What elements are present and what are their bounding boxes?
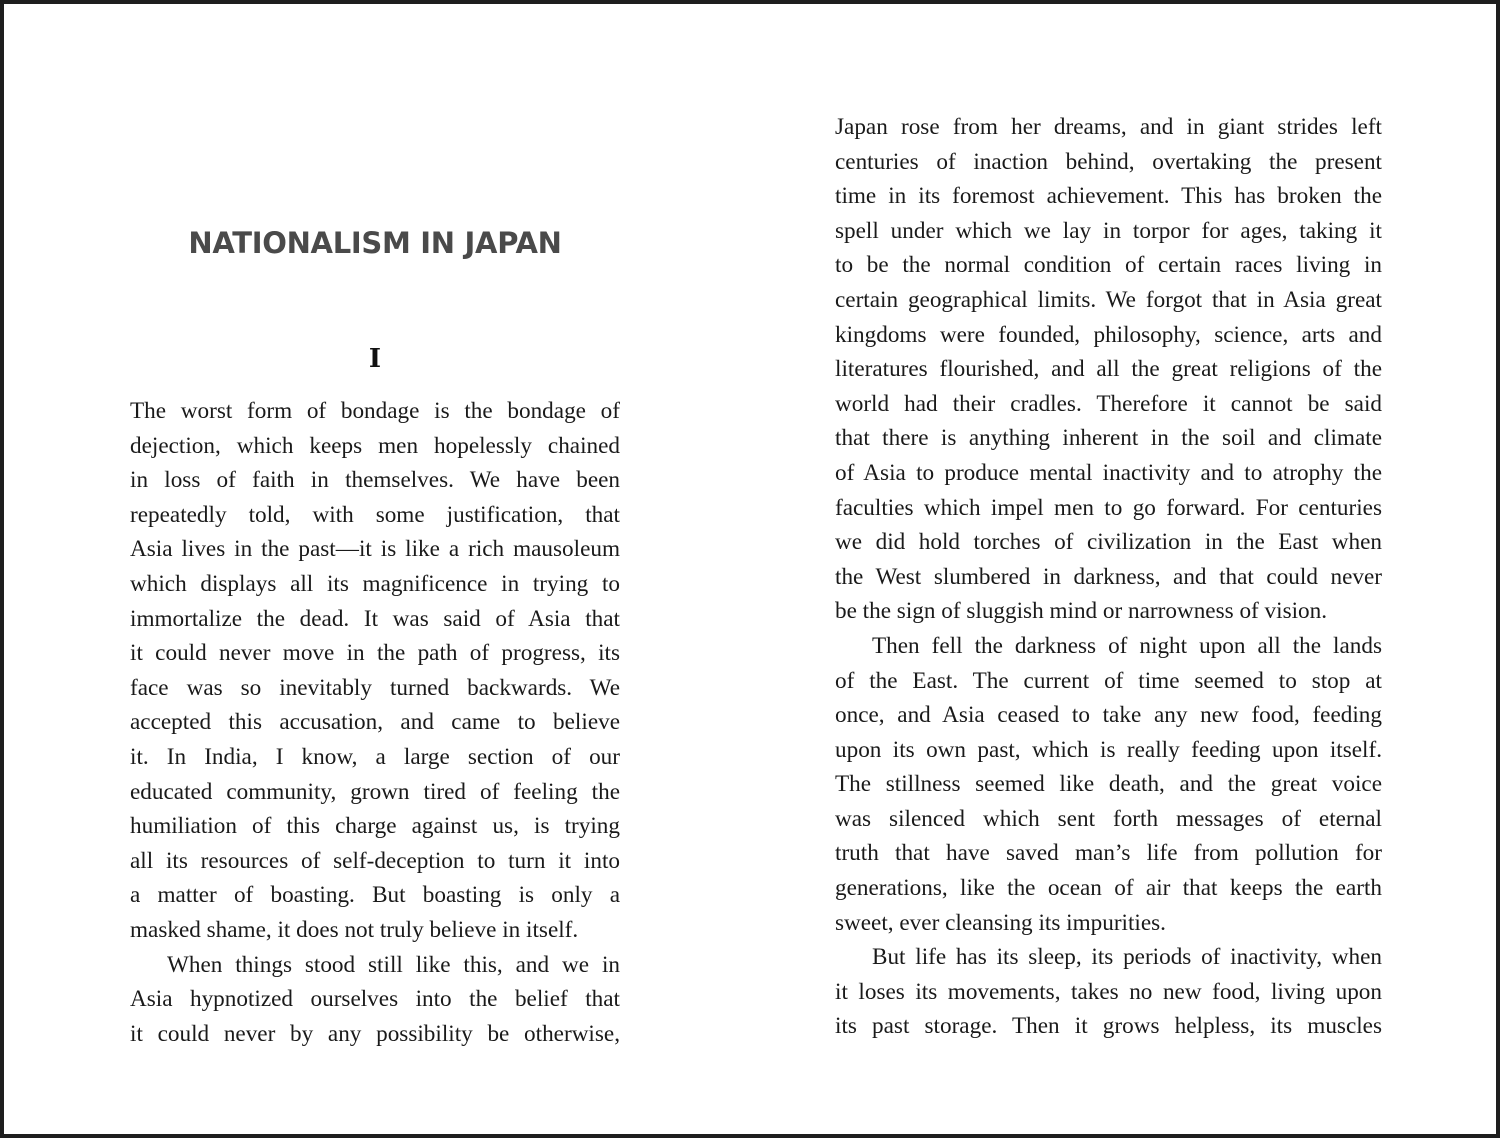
text-line: to be the normal condition of certain races living in: [835, 252, 1382, 279]
text-line: it could never move in the path of progress, its: [130, 640, 620, 667]
text-line: But life has its sleep, its periods of inactivity, when: [872, 944, 1382, 971]
text-line: Japan rose from her dreams, and in giant strides left: [835, 114, 1382, 140]
text-line: we did hold torches of civilization in the East when: [835, 529, 1382, 556]
text-line: be the sign of sluggish mind or narrowness of vision.: [835, 598, 1328, 625]
text-line: its past storage. Then it grows helpless, its muscles: [835, 1013, 1382, 1040]
text-line: Asia lives in the past—it is like a rich mausoleum: [130, 536, 620, 563]
text-line: When things stood still like this, and we in: [167, 951, 620, 978]
text-line: accepted this accusation, and came to believe: [130, 709, 620, 736]
text-line: faculties which impel men to go forward. For centuries: [835, 494, 1382, 521]
text-line: generations, like the ocean of air that keeps the earth: [835, 875, 1382, 902]
text-line: world had their cradles. Therefore it cannot be said: [835, 390, 1382, 417]
section-numeral: I: [368, 344, 382, 374]
text-line: masked shame, it does not truly believe in itself.: [130, 916, 579, 943]
text-line: of the East. The current of time seemed to stop at: [835, 667, 1382, 694]
text-line: humiliation of this charge against us, is trying: [130, 813, 620, 840]
right-page-body: [835, 110, 1382, 1044]
text-line: that there is anything inherent in the soil and climate: [835, 425, 1382, 452]
text-line: immortalize the dead. It was said of Asia that: [130, 605, 620, 632]
text-line: literatures flourished, and all the great religions of the: [835, 356, 1382, 383]
text-line: a matter of boasting. But boasting is only a: [130, 882, 620, 909]
text-line: centuries of inaction behind, overtaking the present: [835, 148, 1382, 175]
text-line: The stillness seemed like death, and the great voice: [835, 771, 1382, 798]
text-line: it loses its movements, takes no new food, living upon: [835, 978, 1382, 1005]
text-line: repeatedly told, with some justification, that: [130, 501, 620, 528]
text-line: it could never by any possibility be otherwise,: [130, 1020, 620, 1047]
text-line: which displays all its magnificence in trying to: [130, 570, 620, 597]
text-line: dejection, which keeps men hopelessly chained: [130, 432, 620, 459]
text-line: the West slumbered in darkness, and that could never: [835, 563, 1382, 590]
text-line: The worst form of bondage is the bondage of: [130, 398, 620, 424]
text-line: it. In India, I know, a large section of our: [130, 743, 620, 770]
text-line: of Asia to produce mental inactivity and to atrophy the: [835, 459, 1382, 486]
text-line: truth that have saved man’s life from pollution for: [835, 840, 1382, 867]
text-line: was silenced which sent forth messages of eternal: [835, 805, 1382, 832]
text-line: in loss of faith in themselves. We have been: [130, 467, 620, 494]
chapter-title: NATIONALISM IN JAPAN: [188, 226, 562, 260]
text-line: educated community, grown tired of feeling the: [130, 778, 620, 805]
text-line: certain geographical limits. We forgot that in Asia great: [835, 286, 1382, 313]
text-line: spell under which we lay in torpor for ages, taking it: [835, 217, 1382, 244]
left-page-body: [130, 394, 620, 1051]
text-line: upon its own past, which is really feeding upon itself.: [835, 736, 1382, 763]
text-line: once, and Asia ceased to take any new food, feeding: [835, 702, 1382, 729]
text-line: face was so inevitably turned backwards. We: [130, 674, 620, 701]
text-line: Then fell the darkness of night upon all the lands: [872, 632, 1382, 659]
text-line: time in its foremost achievement. This has broken the: [835, 183, 1382, 210]
text-line: sweet, ever cleansing its impurities.: [835, 909, 1166, 936]
text-line: Asia hypnotized ourselves into the belief that: [130, 986, 620, 1013]
text-line: kingdoms were founded, philosophy, science, arts and: [835, 321, 1382, 348]
text-line: all its resources of self-deception to turn it into: [130, 847, 620, 874]
